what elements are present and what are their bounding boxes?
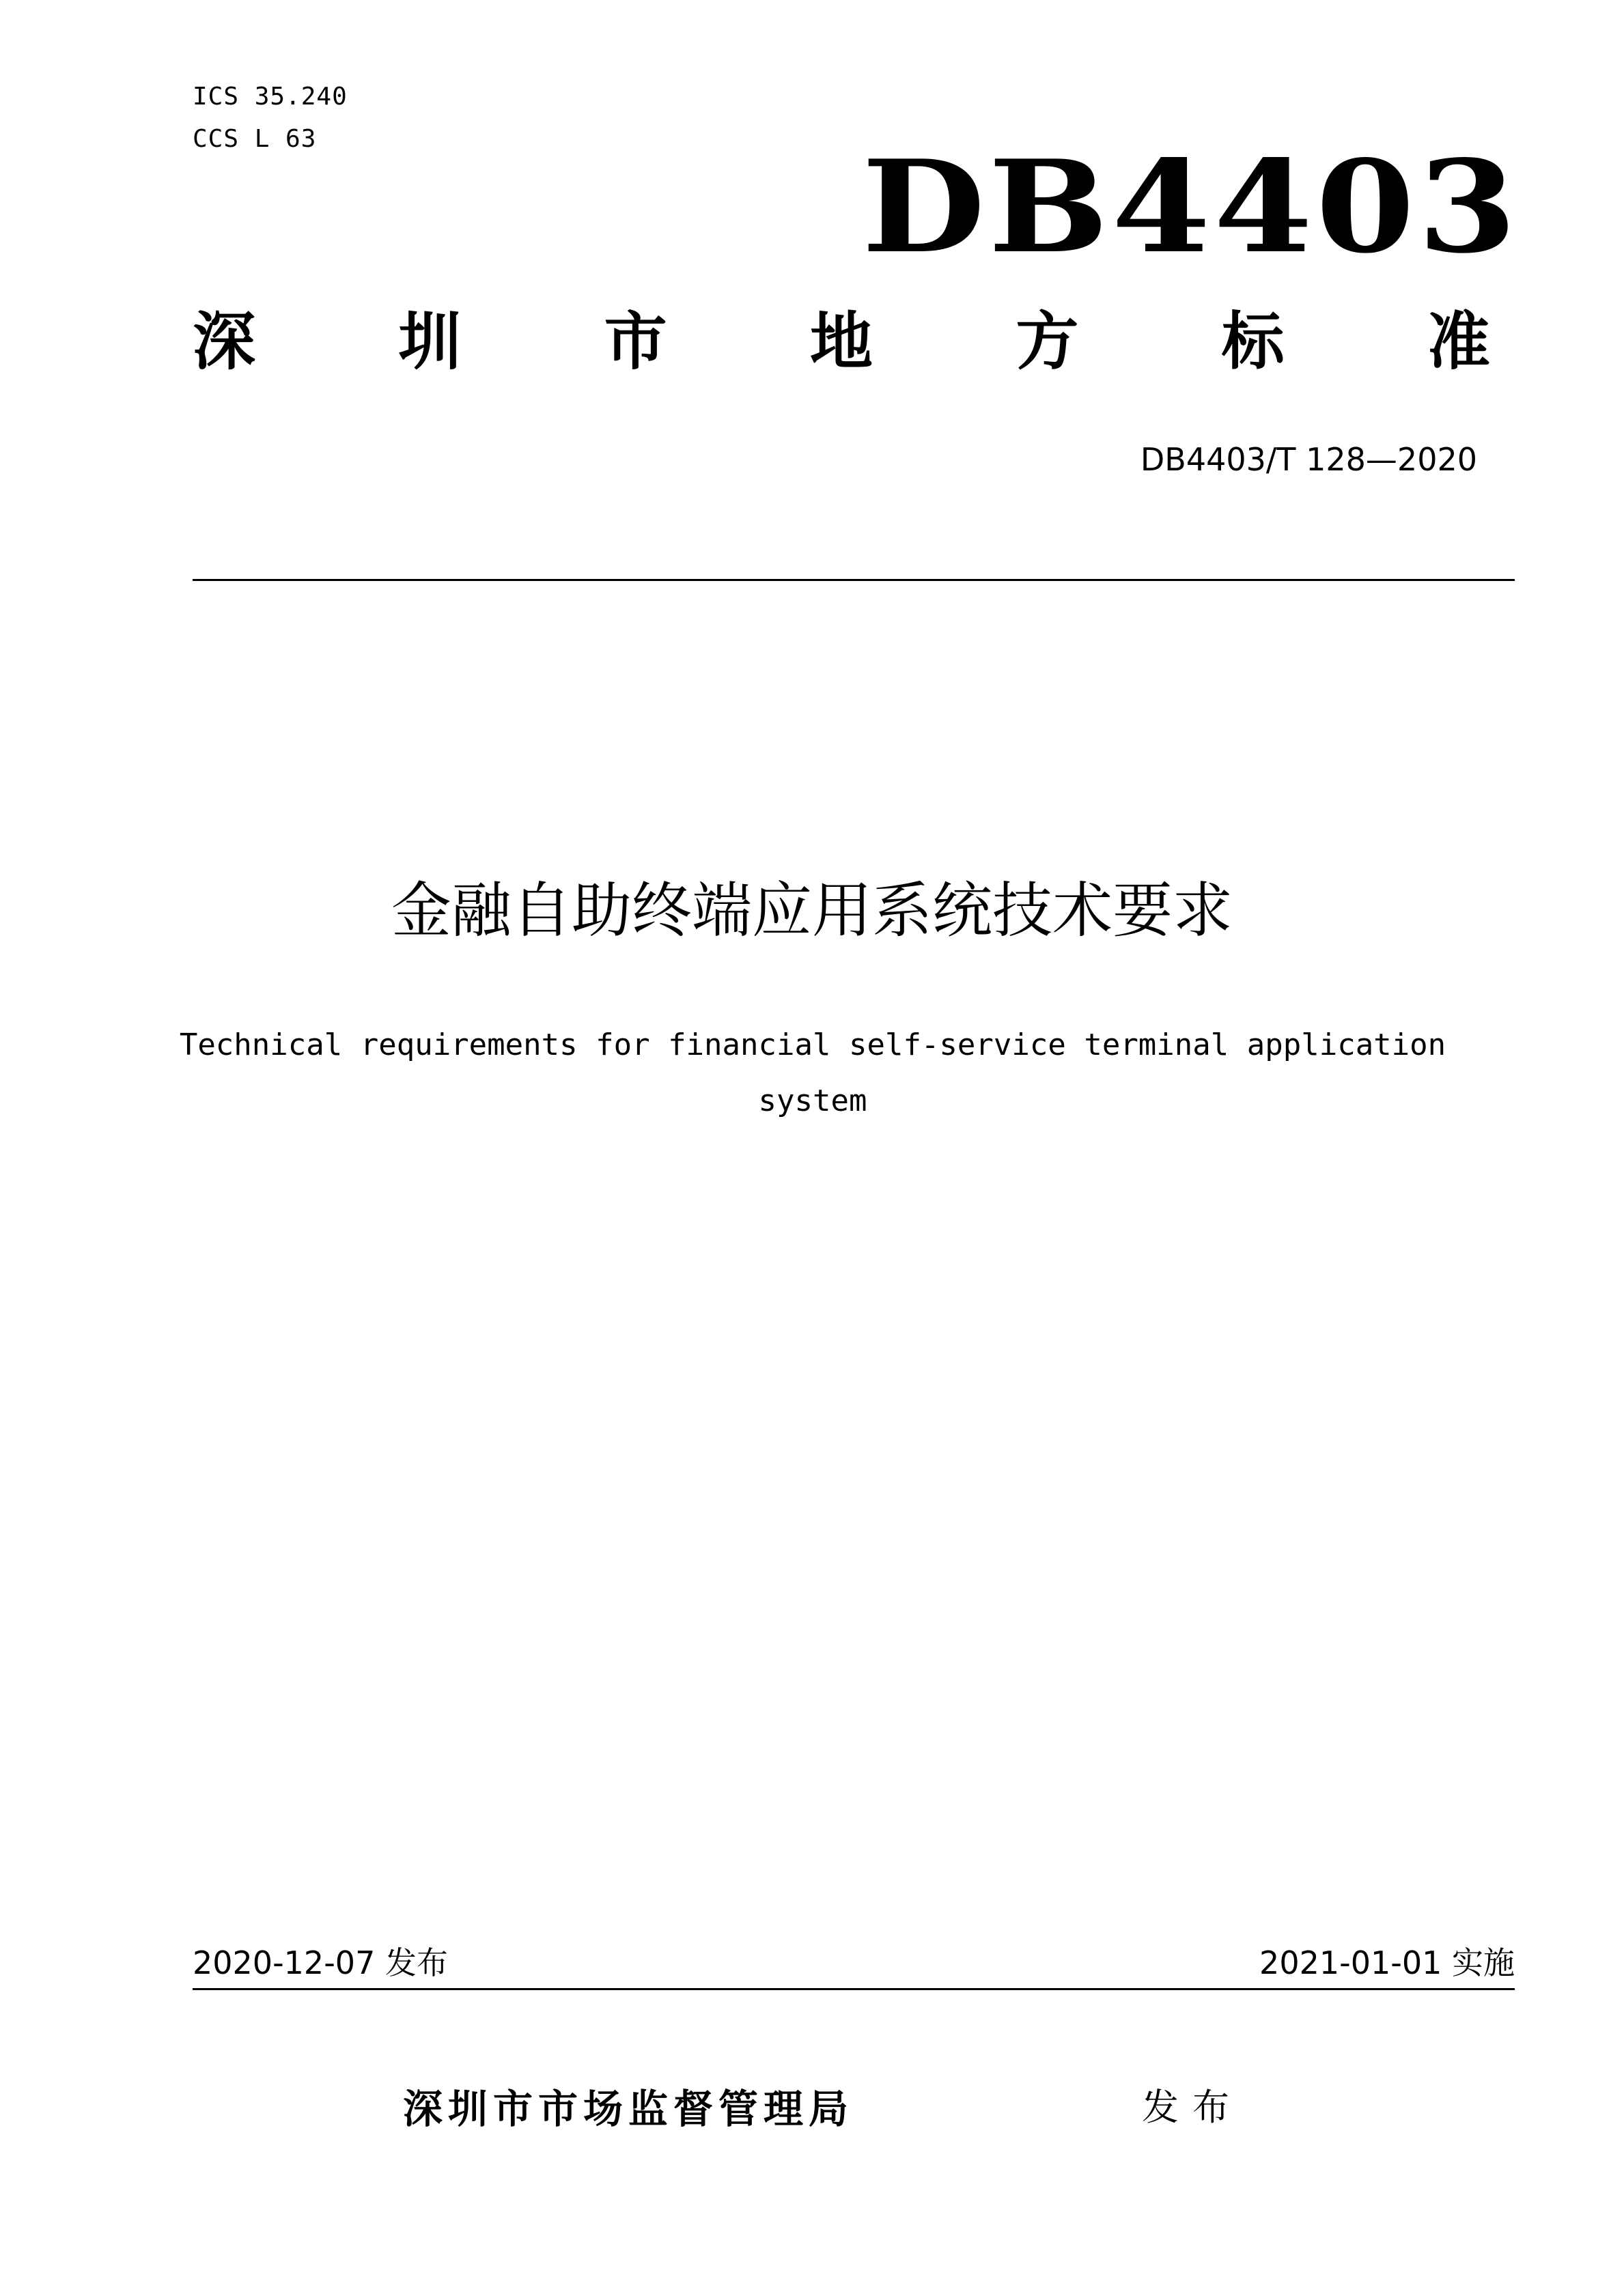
- standard-code-heading: DB4403: [862, 132, 1520, 281]
- standard-type-char: 方: [1016, 305, 1079, 378]
- english-title-line-2: system: [758, 1083, 867, 1118]
- implementation-date: 2021-01-01 实施: [1259, 1944, 1515, 1981]
- publish-date: 2020-12-07 发布: [193, 1944, 448, 1981]
- english-title-line-1: Technical requirements for financial self-service terminal application: [179, 1027, 1446, 1062]
- document-title-english: [137, 1017, 1489, 1129]
- standard-type-char: 标: [1221, 305, 1285, 378]
- ccs-code: CCS L 63: [193, 125, 317, 153]
- standard-type-char: 市: [604, 305, 667, 378]
- document-title-chinese: 金融自助终端应用系统技术要求: [391, 875, 1233, 946]
- ics-code: ICS 35.240: [193, 83, 348, 111]
- bottom-divider: [193, 1988, 1515, 1990]
- top-divider: [193, 579, 1515, 581]
- issuing-authority: 深圳市市场监督管理局: [403, 2086, 854, 2132]
- standard-type-char: 地: [809, 305, 873, 378]
- standard-type-char: 准: [1427, 305, 1490, 378]
- standard-number: DB4403/T 128—2020: [1140, 441, 1477, 478]
- standard-type-char: 深: [193, 305, 256, 378]
- issue-label: 发布: [1142, 2086, 1243, 2129]
- standard-type-title: [193, 305, 1490, 378]
- standard-type-char: 圳: [398, 305, 462, 378]
